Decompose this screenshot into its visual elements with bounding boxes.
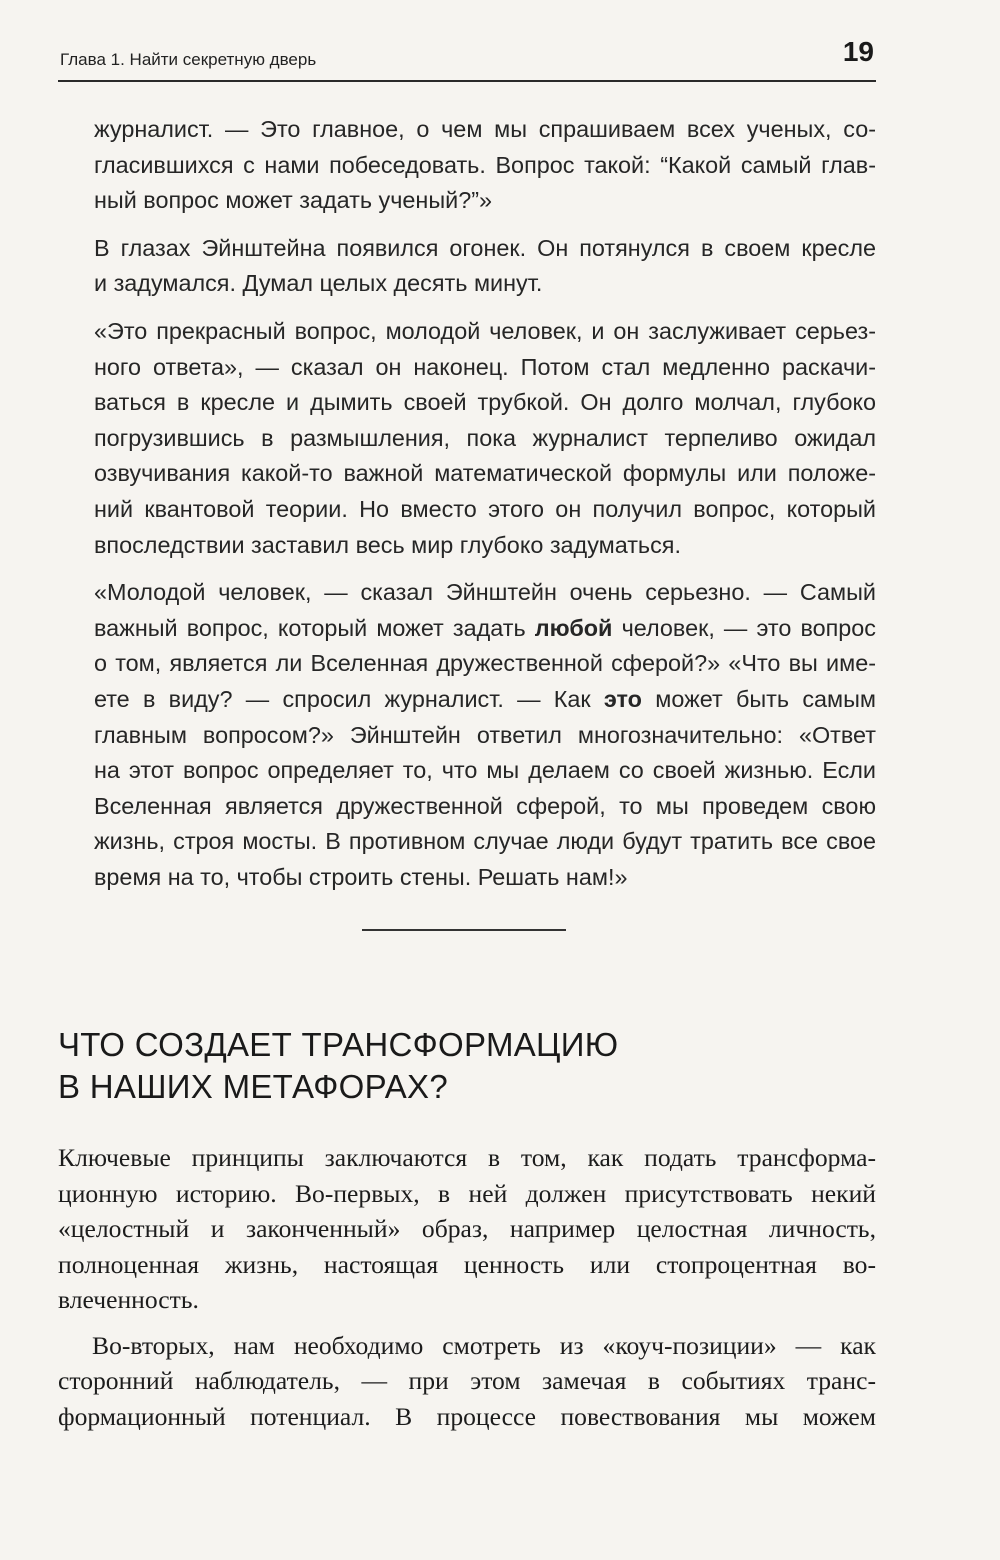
story-line: ете в виду? — спросил журналист. — Как это может быть самым	[94, 685, 876, 712]
story-line: ний квантовой теории. Но вместо этого он получил вопрос, который	[94, 495, 876, 522]
page-number: 19	[842, 36, 874, 67]
story-line: жизнь, строя мосты. В противном случае люди будут тратить все свое	[94, 828, 876, 855]
heading-line: ЧТО СОЗДАЕТ ТРАНСФОРМАЦИЮ	[58, 1026, 619, 1063]
body-line: Во-вторых, нам необходимо смотреть из «коуч-позиции» — как	[92, 1330, 876, 1360]
story-line: ного ответа», — сказал он наконец. Потом стал медленно раскачи-	[94, 353, 876, 380]
emphasis-word: любой	[534, 614, 613, 641]
story-line: Вселенная является дружественной сферой, то мы проведем свою	[94, 792, 876, 819]
body-line: Ключевые принципы заключаются в том, как подать трансформа-	[58, 1143, 876, 1172]
body-line: полноценная жизнь, настоящая ценность или стопроцентная во-	[58, 1249, 876, 1279]
body-line: влеченность.	[58, 1285, 199, 1314]
story-line: «Молодой человек, — сказал Эйнштейн очень серьезно. — Самый	[94, 579, 876, 606]
story-line: ваться в кресле и дымить своей трубкой. Он долго молчал, глубоко	[94, 389, 876, 416]
body-line: «целостный и законченный» образ, например целостная личность,	[58, 1214, 876, 1243]
chapter-title: Глава 1. Найти секретную дверь	[60, 50, 317, 69]
running-header	[58, 30, 876, 82]
body-line: сторонний наблюдатель, — при этом замечая в событиях транс-	[58, 1366, 876, 1395]
story-line: на этот вопрос определяет то, что мы делаем со своей жизнью. Если	[94, 757, 876, 784]
story-line: ный вопрос может задать ученый?”»	[94, 187, 493, 214]
story-line: главным вопросом?» Эйнштейн ответил многозначительно: «Ответ	[94, 721, 876, 748]
section-divider	[362, 929, 566, 931]
story-line: важный вопрос, который может задать любой человек, — это вопрос	[94, 614, 876, 641]
story-line: время на то, чтобы строить стены. Решать нам!»	[94, 863, 628, 890]
story-line: гласившихся с нами побеседовать. Вопрос такой: “Какой самый глав-	[94, 151, 876, 178]
story-line: В глазах Эйнштейна появился огонек. Он потянулся в своем кресле	[94, 234, 876, 261]
story-line: и задумался. Думал целых десять минут.	[94, 270, 543, 297]
story-line: озвучивания какой-то важной математической формулы или положе-	[94, 460, 876, 487]
story-line: погрузившись в размышления, пока журналист терпеливо ожидал	[94, 424, 876, 451]
story-line: впоследствии заставил весь мир глубоко задуматься.	[94, 531, 681, 558]
body-line: формационный потенциал. В процессе повествования мы можем	[58, 1401, 876, 1431]
story-line: «Это прекрасный вопрос, молодой человек, и он заслуживает серьез-	[94, 317, 876, 344]
story-line: журналист. — Это главное, о чем мы спрашиваем всех ученых, со-	[94, 116, 876, 142]
section-heading	[58, 1024, 876, 1108]
heading-line: В НАШИХ МЕТАФОРАХ?	[58, 1068, 448, 1105]
body-line: ционную историю. Во-первых, в ней должен присутствовать некий	[58, 1178, 876, 1208]
story-line: о том, является ли Вселенная дружественной сферой?» «Что вы име-	[94, 650, 876, 677]
einstein-story-block	[94, 112, 876, 895]
body-text	[58, 1140, 876, 1434]
emphasis-word: это	[603, 685, 642, 712]
